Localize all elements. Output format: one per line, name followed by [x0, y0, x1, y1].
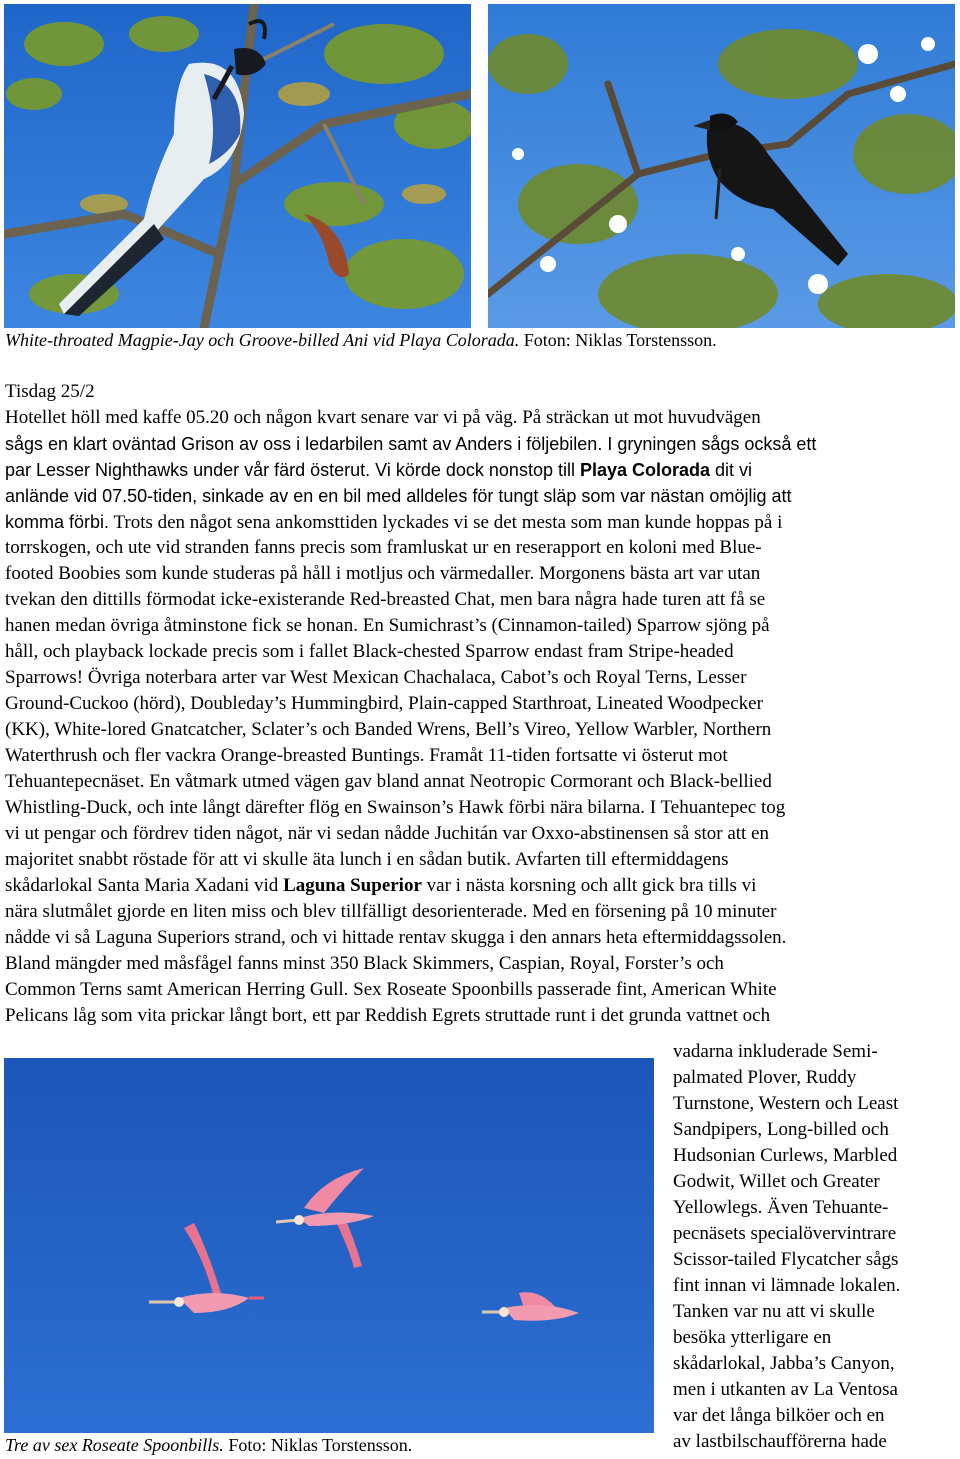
photo-caption-bottom	[5, 1434, 412, 1456]
day-heading: Tisdag 25/2	[5, 381, 95, 402]
body-line: Bland mängder med måsfågel fanns minst 350 Black Skimmers, Caspian, Royal, Forster’s och	[5, 953, 724, 974]
side-line: skådarlokal, Jabba’s Canyon,	[673, 1353, 895, 1374]
body-line: nådde vi så Laguna Superiors strand, och vi hittade rentav skugga i den annars heta eftermiddagssolen.	[5, 927, 787, 948]
caption-credit: Foto: Niklas Torstensson.	[223, 1435, 413, 1455]
body-line: Hotellet höll med kaffe 05.20 och någon kvart senare var vi på väg. På sträckan ut mot huvudvägen	[5, 407, 761, 428]
groove-billed-ani-photo	[488, 4, 955, 328]
body-line: Ground-Cuckoo (hörd), Doubleday’s Hummingbird, Plain-capped Starthroat, Lineated Woodpecker	[5, 693, 763, 714]
side-line: var det långa bilköer och en	[673, 1405, 885, 1426]
side-line: Yellowlegs. Även Tehuante-	[673, 1197, 889, 1218]
body-text: var i nästa korsning och allt gick bra tills vi	[421, 875, 757, 896]
body-text: Trots den något sena ankomsttiden lyckades vi se det mesta som man kunde hoppas på i	[109, 512, 783, 533]
body-text: dit vi	[710, 460, 753, 480]
body-text: komma förbi.	[5, 512, 110, 532]
body-line: Waterthrush och fler vackra Orange-breasted Buntings. Framåt 11-tiden fortsatte vi österut mot	[5, 745, 728, 766]
side-line: Hudsonian Curlews, Marbled	[673, 1145, 898, 1166]
body-line: footed Boobies som kunde studeras på håll i motljus och värmedaller. Morgonens bästa art var utan	[5, 563, 761, 584]
body-line: (KK), White-lored Gnatcatcher, Sclater’s och Banded Wrens, Bell’s Vireo, Yellow Warbler, Northern	[5, 719, 772, 740]
body-text: par Lesser Nighthawks under vår färd österut. Vi körde dock nonstop till	[5, 460, 580, 480]
side-line: vadarna inkluderade Semi-	[673, 1041, 878, 1062]
roseate-spoonbills-photo	[4, 1058, 654, 1433]
body-line: majoritet snabbt röstade för att vi skulle äta lunch i en sådan butik. Avfarten till eftermiddagens	[5, 849, 729, 870]
body-line: vi ut pengar och fördrev tiden något, när vi sedan nådde Juchitán var Oxxo-abstinensen så stor att en	[5, 823, 769, 844]
body-line: tvekan den dittills förmodat icke-existerande Red-breasted Chat, men bara några hade turen att få se	[5, 589, 766, 610]
side-line: Sandpipers, Long-billed och	[673, 1119, 889, 1140]
caption-credit: Foton: Niklas Torstensson.	[519, 330, 717, 350]
body-line: Tehuantepecnäset. En våtmark utmed vägen gav bland annat Neotropic Cormorant och Black-bellied	[5, 771, 772, 792]
side-line: fint innan vi lämnade lokalen.	[673, 1275, 901, 1296]
side-line: Scissor-tailed Flycatcher sågs	[673, 1249, 899, 1270]
body-line: hanen medan övriga åtminstone fick se honan. En Sumichrast’s (Cinnamon-tailed) Sparrow sjöng på	[5, 615, 770, 636]
body-line: håll, och playback lockade precis som i fallet Black-chested Sparrow endast fram Stripe-headed	[5, 641, 734, 662]
photo-caption-top	[5, 329, 717, 351]
caption-species: Tre av sex Roseate Spoonbills.	[5, 1435, 224, 1455]
magpie-jay-photo	[4, 4, 471, 328]
side-line: Godwit, Willet och Greater	[673, 1171, 880, 1192]
body-line: Common Terns samt American Herring Gull. Sex Roseate Spoonbills passerade fint, American White	[5, 979, 777, 1000]
body-line	[5, 873, 756, 899]
body-line: nära slutmålet gjorde en liten miss och blev tillfälligt desorienterade. Med en försening på 10 minuter	[5, 901, 777, 922]
body-line: sågs en klart oväntad Grison av oss i ledarbilen samt av Anders i följebilen. I gryningen sågs också ett	[5, 434, 817, 454]
side-line: palmated Plover, Ruddy	[673, 1067, 857, 1088]
side-line: pecnäsets specialövervintrare	[673, 1223, 897, 1244]
caption-species: White-throated Magpie-Jay och Groove-billed Ani vid Playa Colorada.	[5, 330, 520, 350]
body-line: torrskogen, och ute vid stranden fanns precis som framluskat ur en reserapport en koloni med Blue-	[5, 537, 762, 558]
side-line: men i utkanten av La Ventosa	[673, 1379, 898, 1400]
body-line	[5, 509, 782, 536]
side-line: Turnstone, Western och Least	[673, 1093, 899, 1114]
body-line: Whistling-Duck, och inte långt därefter flög en Swainson’s Hawk förbi nära bilarna. I Tehuantepec tog	[5, 797, 786, 818]
body-line	[5, 457, 752, 483]
body-text: skådarlokal Santa Maria Xadani vid	[5, 875, 284, 896]
side-line: av lastbilschaufförerna hade	[673, 1431, 887, 1452]
body-line: anlände vid 07.50-tiden, sinkade av en en bil med alldeles för tungt släp som var nästan omöjlig att	[5, 486, 792, 506]
location-name: Playa Colorada	[579, 460, 711, 480]
body-line: Pelicans låg som vita prickar långt bort, ett par Reddish Egrets struttade runt i det grunda vattnet och	[5, 1005, 771, 1026]
side-line: besöka ytterligare en	[673, 1327, 832, 1348]
body-line: Sparrows! Övriga noterbara arter var West Mexican Chachalaca, Cabot’s och Royal Terns, Lesser	[5, 667, 747, 688]
location-name: Laguna Superior	[283, 875, 422, 896]
side-line: Tanken var nu att vi skulle	[673, 1301, 875, 1322]
